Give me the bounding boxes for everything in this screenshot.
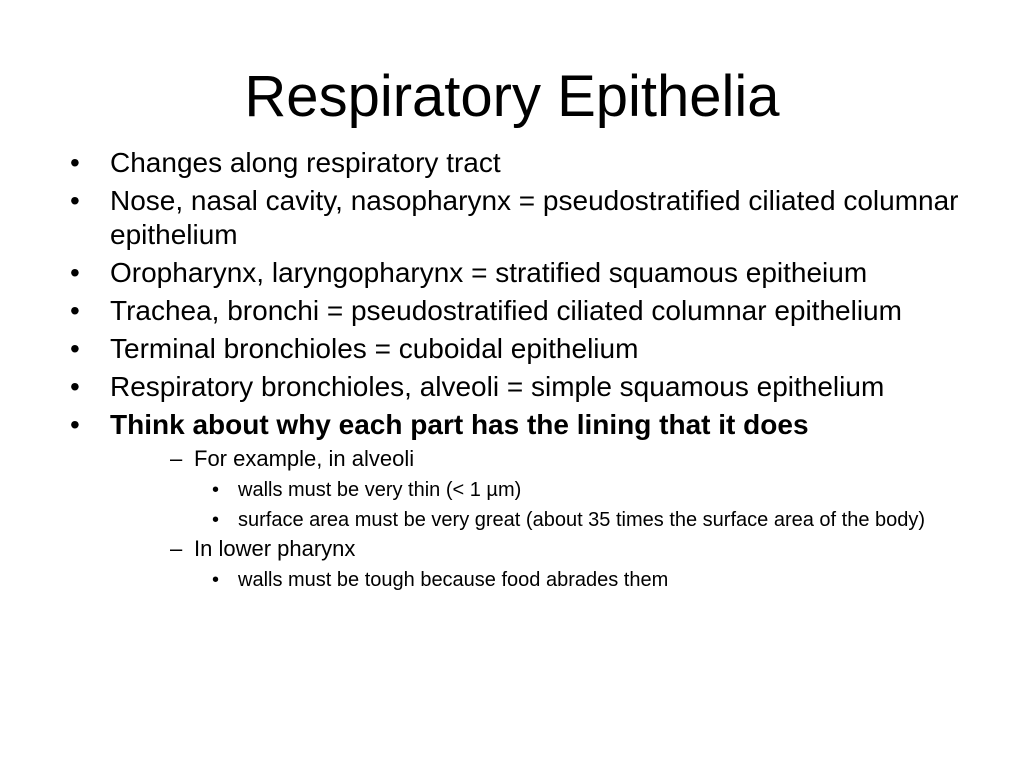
bullet-text: Nose, nasal cavity, nasopharynx = pseudostratified ciliated columnar epithelium (110, 185, 959, 250)
slide-body (70, 146, 970, 596)
bullet-item (70, 146, 970, 180)
bullet-text: Trachea, bronchi = pseudostratified ciliated columnar epithelium (110, 295, 902, 326)
bullet-text: Oropharynx, laryngopharynx = stratified squamous epitheium (110, 257, 868, 288)
bullet-item (70, 184, 970, 252)
slide-title: Respiratory Epithelia (244, 64, 780, 129)
bullet-item (70, 294, 970, 328)
bullet-item (70, 370, 970, 404)
bullet-marker: • (70, 333, 80, 364)
sub-bullet-item (110, 446, 970, 532)
bullet-text: Terminal bronchioles = cuboidal epithelium (110, 333, 639, 364)
sub-bullet-item (110, 536, 970, 592)
bullet-marker: • (70, 409, 80, 440)
bullet-marker: • (70, 257, 80, 288)
detail-bullet-list (194, 478, 970, 532)
bullet-text: Changes along respiratory tract (110, 147, 501, 178)
bullet-marker: • (212, 479, 220, 501)
sub-bullet-text: In lower pharynx (194, 536, 356, 561)
sub-bullet-list (110, 446, 970, 592)
bullet-item-emphasis (70, 408, 970, 592)
detail-bullet-item (110, 568, 1018, 592)
detail-bullet-text: walls must be very thin (< 1 µm) (238, 479, 522, 501)
bullet-text-bold: Think about why each part has the lining that it does (110, 409, 809, 440)
detail-bullet-item (110, 478, 1018, 502)
bullet-marker: • (70, 147, 80, 178)
detail-bullet-list (194, 568, 970, 592)
detail-bullet-item (110, 508, 1018, 532)
bullet-marker: • (70, 295, 80, 326)
bullet-list (70, 146, 970, 592)
detail-bullet-text: surface area must be very great (about 35 times the surface area of the body) (238, 509, 926, 531)
dash-marker: – (170, 536, 183, 561)
detail-bullet-text: walls must be tough because food abrades them (238, 569, 669, 591)
sub-bullet-text: For example, in alveoli (194, 446, 415, 471)
bullet-marker: • (70, 371, 80, 402)
bullet-item (70, 332, 970, 366)
bullet-marker: • (70, 185, 80, 216)
bullet-marker: • (212, 509, 220, 531)
bullet-marker: • (212, 569, 220, 591)
bullet-item (70, 256, 970, 290)
bullet-text: Respiratory bronchioles, alveoli = simple squamous epithelium (110, 371, 885, 402)
dash-marker: – (170, 446, 183, 471)
